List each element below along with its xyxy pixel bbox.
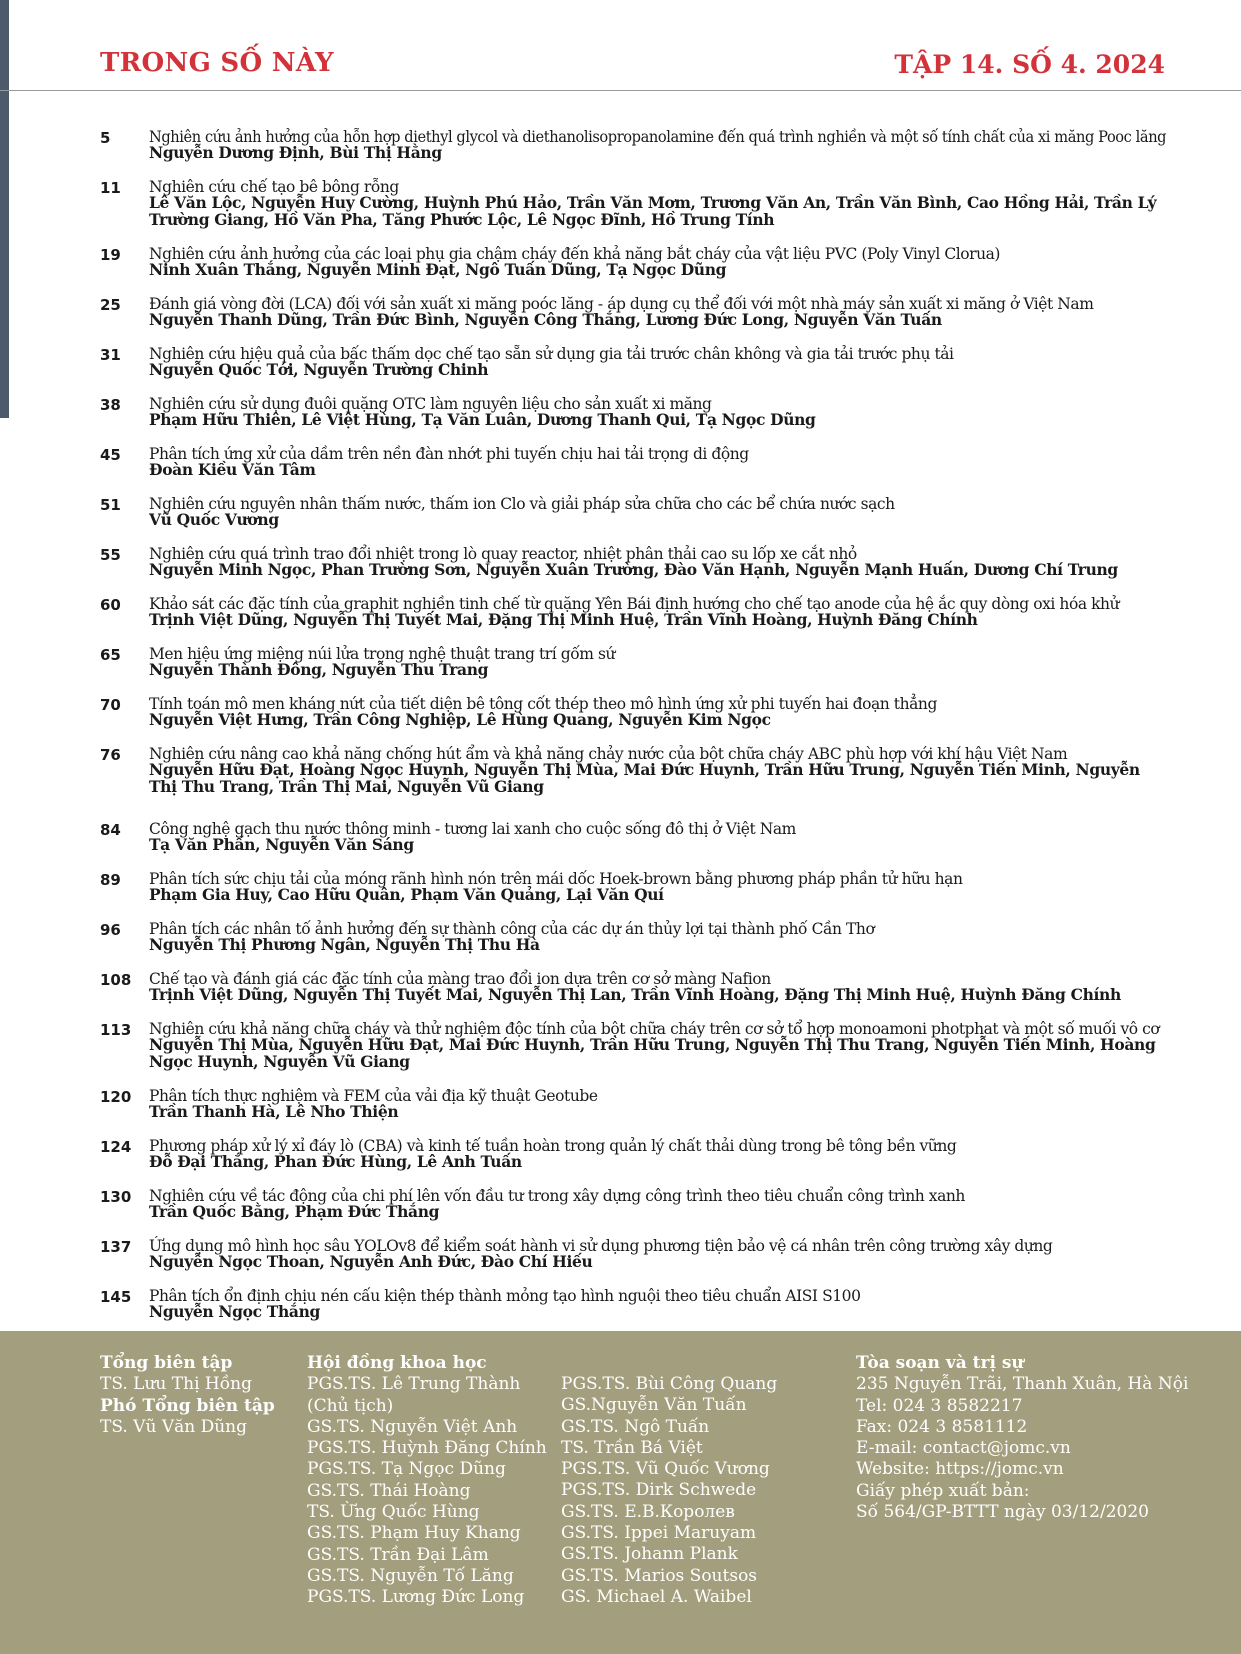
toc-article-authors: Nguyễn Quốc Tới, Nguyễn Trường Chinh xyxy=(149,360,489,379)
section-title: TRONG SỐ NÀY xyxy=(100,48,334,78)
toc-article-title: Nghiên cứu sử dụng đuôi quặng OTC làm nguyên liệu cho sản xuất xi măng xyxy=(149,395,712,413)
council-member: PGS.TS. Dirk Schwede xyxy=(561,1480,757,1501)
toc-article-authors: Vũ Quốc Vương xyxy=(149,510,279,529)
toc-article-authors: Trần Thanh Hà, Lê Nho Thiện xyxy=(149,1102,399,1121)
toc-article-authors: Nguyễn Thanh Dũng, Trần Đức Bình, Nguyễn Công Thắng, Lương Đức Long, Nguyễn Văn Tuấn xyxy=(149,310,942,329)
council-member: PGS.TS. Lê Trung Thành xyxy=(307,1374,521,1395)
toc-page-number: 38 xyxy=(100,396,121,414)
toc-article-title: Nghiên cứu khả năng chữa cháy và thử nghiệm độc tính của bột chữa cháy trên cơ sở tổ hợp monoamoni photphat và một số muối vô cơ xyxy=(149,1020,1160,1038)
toc-article-title: Phương pháp xử lý xỉ đáy lò (CBA) và kinh tế tuần hoàn trong quản lý chất thải dùng trong bê tông bền vững xyxy=(149,1137,957,1155)
toc-article-title: Phân tích ứng xử của dầm trên nền đàn nhớt phi tuyến chịu hai tải trọng di động xyxy=(149,445,749,463)
editorial-board xyxy=(100,1353,275,1438)
toc-article-authors: Trịnh Việt Dũng, Nguyễn Thị Tuyết Mai, Nguyễn Thị Lan, Trần Vĩnh Hoàng, Đặng Thị Minh Huệ, Huỳnh Đăng Chính xyxy=(149,985,1121,1004)
toc-article-title: Men hiệu ứng miệng núi lửa trong nghệ thuật trang trí gốm sứ xyxy=(149,645,615,663)
toc-article-title: Nghiên cứu ảnh hưởng của các loại phụ gia chậm cháy đến khả năng bắt cháy của vật liệu PVC (Poly Vinyl Clorua) xyxy=(149,245,1001,263)
toc-article-authors: Phạm Hữu Thiên, Lê Việt Hùng, Tạ Văn Luân, Dương Thanh Qui, Tạ Ngọc Dũng xyxy=(149,410,816,429)
toc-article-title: Nghiên cứu hiệu quả của bấc thấm dọc chế tạo sẵn sử dụng gia tải trước chân không và gia tải trước phụ tải xyxy=(149,345,954,363)
council-member: PGS.TS. Tạ Ngọc Dũng xyxy=(307,1459,506,1480)
toc-page-number: 130 xyxy=(100,1188,132,1206)
office-info-line: Website: https://jomc.vn xyxy=(856,1459,1064,1480)
toc-page-number: 89 xyxy=(100,871,121,889)
council-member: PGS.TS. Bùi Công Quang xyxy=(561,1374,778,1394)
council-member: GS.Nguyễn Văn Tuấn xyxy=(561,1395,747,1416)
toc-page-number: 70 xyxy=(100,696,121,714)
toc-page-number: 55 xyxy=(100,546,121,564)
toc-article-authors: Nguyễn Việt Hưng, Trần Công Nghiệp, Lê Hùng Quang, Nguyễn Kim Ngọc xyxy=(149,710,771,729)
toc-page-number: 45 xyxy=(100,446,121,464)
toc-article-title: Phân tích các nhân tố ảnh hưởng đến sự thành công của các dự án thủy lợi tại thành phố Cần Thơ xyxy=(149,920,875,938)
toc-article-authors: Đỗ Đại Thắng, Phan Đức Hùng, Lê Anh Tuấn xyxy=(149,1152,522,1171)
editorial-person: TS. Vũ Văn Dũng xyxy=(100,1416,247,1437)
council-member: TS. Trần Bá Việt xyxy=(561,1437,703,1458)
council-member: GS.TS. Marios Soutsos xyxy=(561,1565,758,1586)
council-member: PGS.TS. Vũ Quốc Vương xyxy=(561,1459,770,1480)
toc-page-number: 31 xyxy=(100,346,121,364)
toc-page-number: 84 xyxy=(100,821,121,839)
editorial-office xyxy=(856,1353,1188,1523)
council-member: PGS.TS. Huỳnh Đăng Chính xyxy=(307,1438,547,1459)
council-member: GS. Michael A. Waibel xyxy=(561,1586,752,1607)
toc-page-number: 5 xyxy=(100,129,111,147)
office-info-line: Giấy phép xuất bản: xyxy=(856,1480,1030,1501)
scientific-council-col2 xyxy=(561,1374,777,1608)
masthead-footer xyxy=(0,1331,1241,1654)
council-member: TS. Ừng Quốc Hùng xyxy=(307,1502,480,1523)
toc-article-authors: Trần Quốc Bằng, Phạm Đức Thắng xyxy=(149,1202,440,1221)
council-member: GS.TS. Thái Hoàng xyxy=(307,1480,471,1501)
toc-article-authors: Tạ Văn Phấn, Nguyễn Văn Sáng xyxy=(149,835,414,854)
toc-article-authors: Nguyễn Thành Đông, Nguyễn Thu Trang xyxy=(149,660,489,679)
toc-page-number: 76 xyxy=(100,746,121,764)
editorial-role: Tổng biên tập xyxy=(100,1353,233,1373)
issue-label: TẬP 14. SỐ 4. 2024 xyxy=(894,50,1165,79)
council-member: GS.TS. Trần Đại Lâm xyxy=(307,1544,489,1565)
toc-article-authors: Trịnh Việt Dũng, Nguyễn Thị Tuyết Mai, Đặng Thị Minh Huệ, Trần Vĩnh Hoàng, Huỳnh Đăng Chính xyxy=(149,610,978,629)
council-member: GS.TS. Phạm Huy Khang xyxy=(307,1523,521,1544)
toc-page-number: 120 xyxy=(100,1088,132,1106)
editorial-person: TS. Lưu Thị Hồng xyxy=(100,1374,252,1395)
council-member: GS.TS. Ngô Tuấn xyxy=(561,1416,710,1437)
council-member: GS.TS. Nguyễn Tố Lăng xyxy=(307,1565,514,1586)
toc-page-number: 113 xyxy=(100,1021,132,1039)
office-info-line: Tel: 024 3 8582217 xyxy=(856,1395,1023,1416)
toc-page-number: 137 xyxy=(100,1238,132,1256)
toc-article-title: Phân tích sức chịu tải của móng rãnh hình nón trên mái dốc Hoek-brown bằng phương pháp phần tử hữu hạn xyxy=(149,870,963,888)
office-info-line: Số 564/GP-BTTT ngày 03/12/2020 xyxy=(856,1502,1149,1523)
council-member: PGS.TS. Lương Đức Long xyxy=(307,1587,525,1608)
toc-article-title: Chế tạo và đánh giá các đặc tính của màng trao đổi ion dựa trên cơ sở màng Nafion xyxy=(149,970,771,988)
toc-article-title: Nghiên cứu chế tạo bê bông rỗng xyxy=(149,178,399,196)
council-member: GS.TS. Nguyễn Việt Anh xyxy=(307,1416,518,1437)
toc-article-title: Nghiên cứu nâng cao khả năng chống hút ẩm và khả năng chảy nước của bột chữa cháy ABC phù hợp với khí hậu Việt Nam xyxy=(149,745,1068,763)
toc-article-title: Tính toán mô men kháng nứt của tiết diện bê tông cốt thép theo mô hình ứng xử phi tuyến hai đoạn thẳng xyxy=(149,695,937,713)
toc-article-authors: Phạm Gia Huy, Cao Hữu Quân, Phạm Văn Quảng, Lại Văn Quí xyxy=(149,885,664,904)
toc-article-title: Phân tích ổn định chịu nén cấu kiện thép thành mỏng tạo hình nguội theo tiêu chuẩn AISI S100 xyxy=(149,1287,861,1305)
office-heading: Tòa soạn và trị sự xyxy=(856,1353,1024,1373)
toc-article-authors: Lê Văn Lộc, Nguyễn Huy Cường, Huỳnh Phú Hảo, Trần Văn Mơm, Trương Văn An, Trần Văn Bình, Cao Hồng Hải, Trần Lý Trường Giang, Hồ Văn Pha, Tăng Phước Lộc, Lê Ngọc Đĩnh, Hồ Trung Tính xyxy=(149,193,1157,229)
toc-article-authors: Nguyễn Ngọc Thoan, Nguyễn Anh Đức, Đào Chí Hiếu xyxy=(149,1252,593,1271)
office-info-line: E-mail: contact@jomc.vn xyxy=(856,1438,1071,1459)
toc-page-number: 124 xyxy=(100,1138,132,1156)
toc-article-authors: Nguyễn Thị Mùa, Nguyễn Hữu Đạt, Mai Đức Huynh, Trần Hữu Trung, Nguyễn Thị Thu Trang, Nguyễn Tiến Minh, Hoàng Ngọc Huynh, Nguyễn Vũ Giang xyxy=(149,1035,1156,1071)
toc-article-title: Nghiên cứu về tác động của chi phí lên vốn đầu tư trong xây dựng công trình theo tiêu chuẩn công trình xanh xyxy=(149,1187,965,1205)
toc-page-number: 65 xyxy=(100,646,121,664)
council-member: GS.TS. E.B.Королев xyxy=(561,1501,735,1522)
toc-article-title: Khảo sát các đặc tính của graphit nghiền tinh chế từ quặng Yên Bái định hướng cho chế tạo anode của hệ ắc quy dòng oxi hóa khử xyxy=(149,595,1120,613)
council-member: (Chủ tịch) xyxy=(307,1395,394,1416)
toc-article-title: Ứng dụng mô hình học sâu YOLOv8 để kiểm soát hành vi sử dụng phương tiện bảo vệ cá nhân trên công trường xây dựng xyxy=(149,1237,1053,1255)
scientific-council-col1 xyxy=(307,1353,547,1609)
toc-page-number: 96 xyxy=(100,921,121,939)
toc-article-title: Đánh giá vòng đời (LCA) đối với sản xuất xi măng poóc lăng - áp dụng cụ thể đối với một nhà máy sản xuất xi măng ở Việt Nam xyxy=(149,295,1094,313)
toc-article-title: Phân tích thực nghiệm và FEM của vải địa kỹ thuật Geotube xyxy=(149,1087,598,1105)
toc-article-authors: Ninh Xuân Thắng, Nguyễn Minh Đạt, Ngô Tuấn Dũng, Tạ Ngọc Dũng xyxy=(149,260,727,279)
toc-article-title: Nghiên cứu nguyên nhân thấm nước, thấm ion Clo và giải pháp sửa chữa cho các bể chứa nước sạch xyxy=(149,495,895,513)
toc-page-number: 11 xyxy=(100,179,121,197)
editorial-role: Phó Tổng biên tập xyxy=(100,1395,275,1416)
council-member: GS.TS. Johann Plank xyxy=(561,1544,738,1565)
council-heading: Hội đồng khoa học xyxy=(307,1353,487,1373)
toc-page-number: 19 xyxy=(100,246,121,264)
toc-page-number: 51 xyxy=(100,496,121,514)
toc-article-title: Nghiên cứu quá trình trao đổi nhiệt trong lò quay reactor, nhiệt phân thải cao su lốp xe cắt nhỏ xyxy=(149,545,857,563)
toc-article-authors: Nguyễn Dương Định, Bùi Thị Hằng xyxy=(149,143,442,162)
toc-article-title: Nghiên cứu ảnh hưởng của hỗn hợp diethyl glycol và diethanolisopropanolamine đến quá trình nghiền và một số tính chất của xi măng Pooc lăng xyxy=(149,128,1167,146)
toc-article-authors: Đoàn Kiều Văn Tâm xyxy=(149,460,316,479)
office-info-line: Fax: 024 3 8581112 xyxy=(856,1416,1028,1437)
toc-page-number: 145 xyxy=(100,1288,132,1306)
toc-article-authors: Nguyễn Minh Ngọc, Phan Trường Sơn, Nguyễn Xuân Trường, Đào Văn Hạnh, Nguyễn Mạnh Huấn, Dương Chí Trung xyxy=(149,560,1118,579)
office-info-line: 235 Nguyễn Trãi, Thanh Xuân, Hà Nội xyxy=(856,1374,1189,1395)
toc-article-authors: Nguyễn Ngọc Thắng xyxy=(149,1302,320,1321)
toc-page-number: 60 xyxy=(100,596,121,614)
toc-page-number: 108 xyxy=(100,971,132,989)
toc-article-title: Công nghệ gạch thu nước thông minh - tương lai xanh cho cuộc sống đô thị ở Việt Nam xyxy=(149,820,796,838)
toc-page-number: 25 xyxy=(100,296,121,314)
council-member: GS.TS. Ippei Maruyam xyxy=(561,1523,757,1544)
toc-article-authors: Nguyễn Thị Phương Ngân, Nguyễn Thị Thu Hà xyxy=(149,935,540,954)
toc-article-authors: Nguyễn Hữu Đạt, Hoàng Ngọc Huynh, Nguyễn Thị Mùa, Mai Đức Huynh, Trần Hữu Trung, Nguyễn Tiến Minh, Nguyễn Thị Thu Trang, Trần Thị Mai, Nguyễn Vũ Giang xyxy=(149,760,1140,796)
